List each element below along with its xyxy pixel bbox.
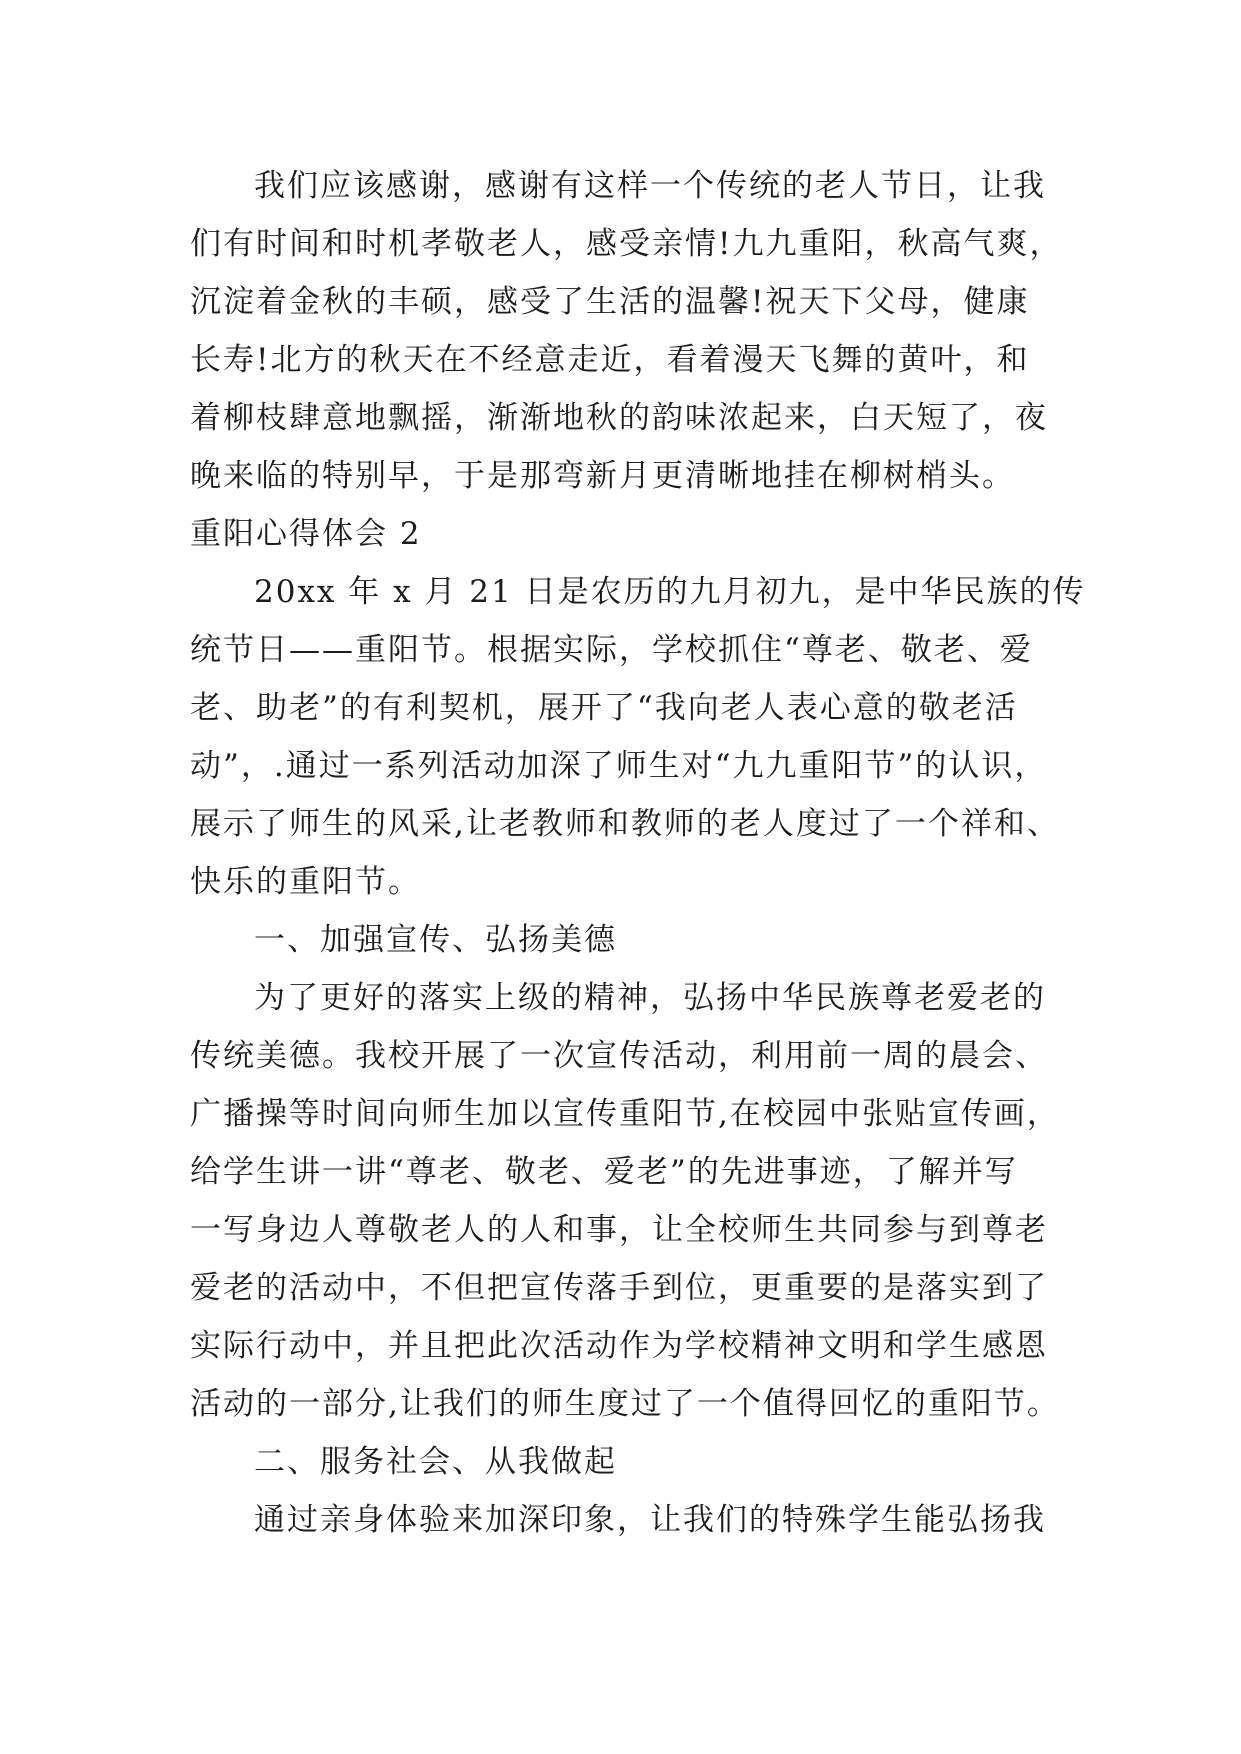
paragraph-line: 20xx 年 x 月 21 日是农历的九月初九，是中华民族的传 [254,574,1086,610]
paragraph-line: 一写身边人尊敬老人的人和事，让全校师生共同参与到尊老 [190,1212,1048,1248]
paragraph-line: 展示了师生的风采,让老教师和教师的老人度过了一个祥和、 [190,806,1060,842]
document-page [190,157,1086,1549]
paragraph-line: 我们应该感谢，感谢有这样一个传统的老人节日，让我 [254,168,1046,204]
paragraph-line: 广播操等时间向师生加以宣传重阳节,在校园中张贴宣传画， [190,1096,1060,1132]
subsection-title-2: 二、服务社会、从我做起 [254,1444,617,1480]
paragraph-line: 统节日——重阳节。根据实际，学校抓住“尊老、敬老、爱 [190,632,1033,668]
paragraph-line: 爱老的活动中，不但把宣传落手到位，更重要的是落实到了 [190,1270,1048,1306]
paragraph-line: 晚来临的特别早，于是那弯新月更清晰地挂在柳树梢头。 [190,458,1015,494]
paragraph-line: 实际行动中，并且把此次活动作为学校精神文明和学生感恩 [190,1328,1048,1364]
paragraph-line: 长寿!北方的秋天在不经意走近，看着漫天飞舞的黄叶，和 [190,342,1030,378]
subsection-title-1: 一、加强宣传、弘扬美德 [254,922,617,958]
paragraph-line: 通过亲身体验来加深印象，让我们的特殊学生能弘扬我 [254,1502,1046,1538]
paragraph-line: 传统美德。我校开展了一次宣传活动，利用前一周的晨会、 [190,1038,1048,1074]
paragraph-line: 老、助老”的有利契机，展开了“我向老人表心意的敬老活 [190,690,1018,726]
paragraph-line: 着柳枝肆意地飘摇，渐渐地秋的韵味浓起来，白天短了，夜 [190,400,1048,436]
paragraph-line: 给学生讲一讲“尊老、敬老、爱老”的先进事迹，了解并写 [190,1154,1018,1190]
paragraph-line: 快乐的重阳节。 [190,864,421,900]
section-heading: 重阳心得体会 2 [190,516,422,552]
paragraph-line: 沉淀着金秋的丰硕，感受了生活的温馨!祝天下父母，健康 [190,284,1030,320]
paragraph-line: 们有时间和时机孝敬老人，感受亲情!九九重阳，秋高气爽， [190,226,1063,262]
paragraph-line: 动”，.通过一系列活动加深了师生对“九九重阳节”的认识， [190,748,1048,784]
paragraph-line: 活动的一部分,让我们的师生度过了一个值得回忆的重阳节。 [190,1386,1060,1422]
paragraph-line: 为了更好的落实上级的精神，弘扬中华民族尊老爱老的 [254,980,1046,1016]
